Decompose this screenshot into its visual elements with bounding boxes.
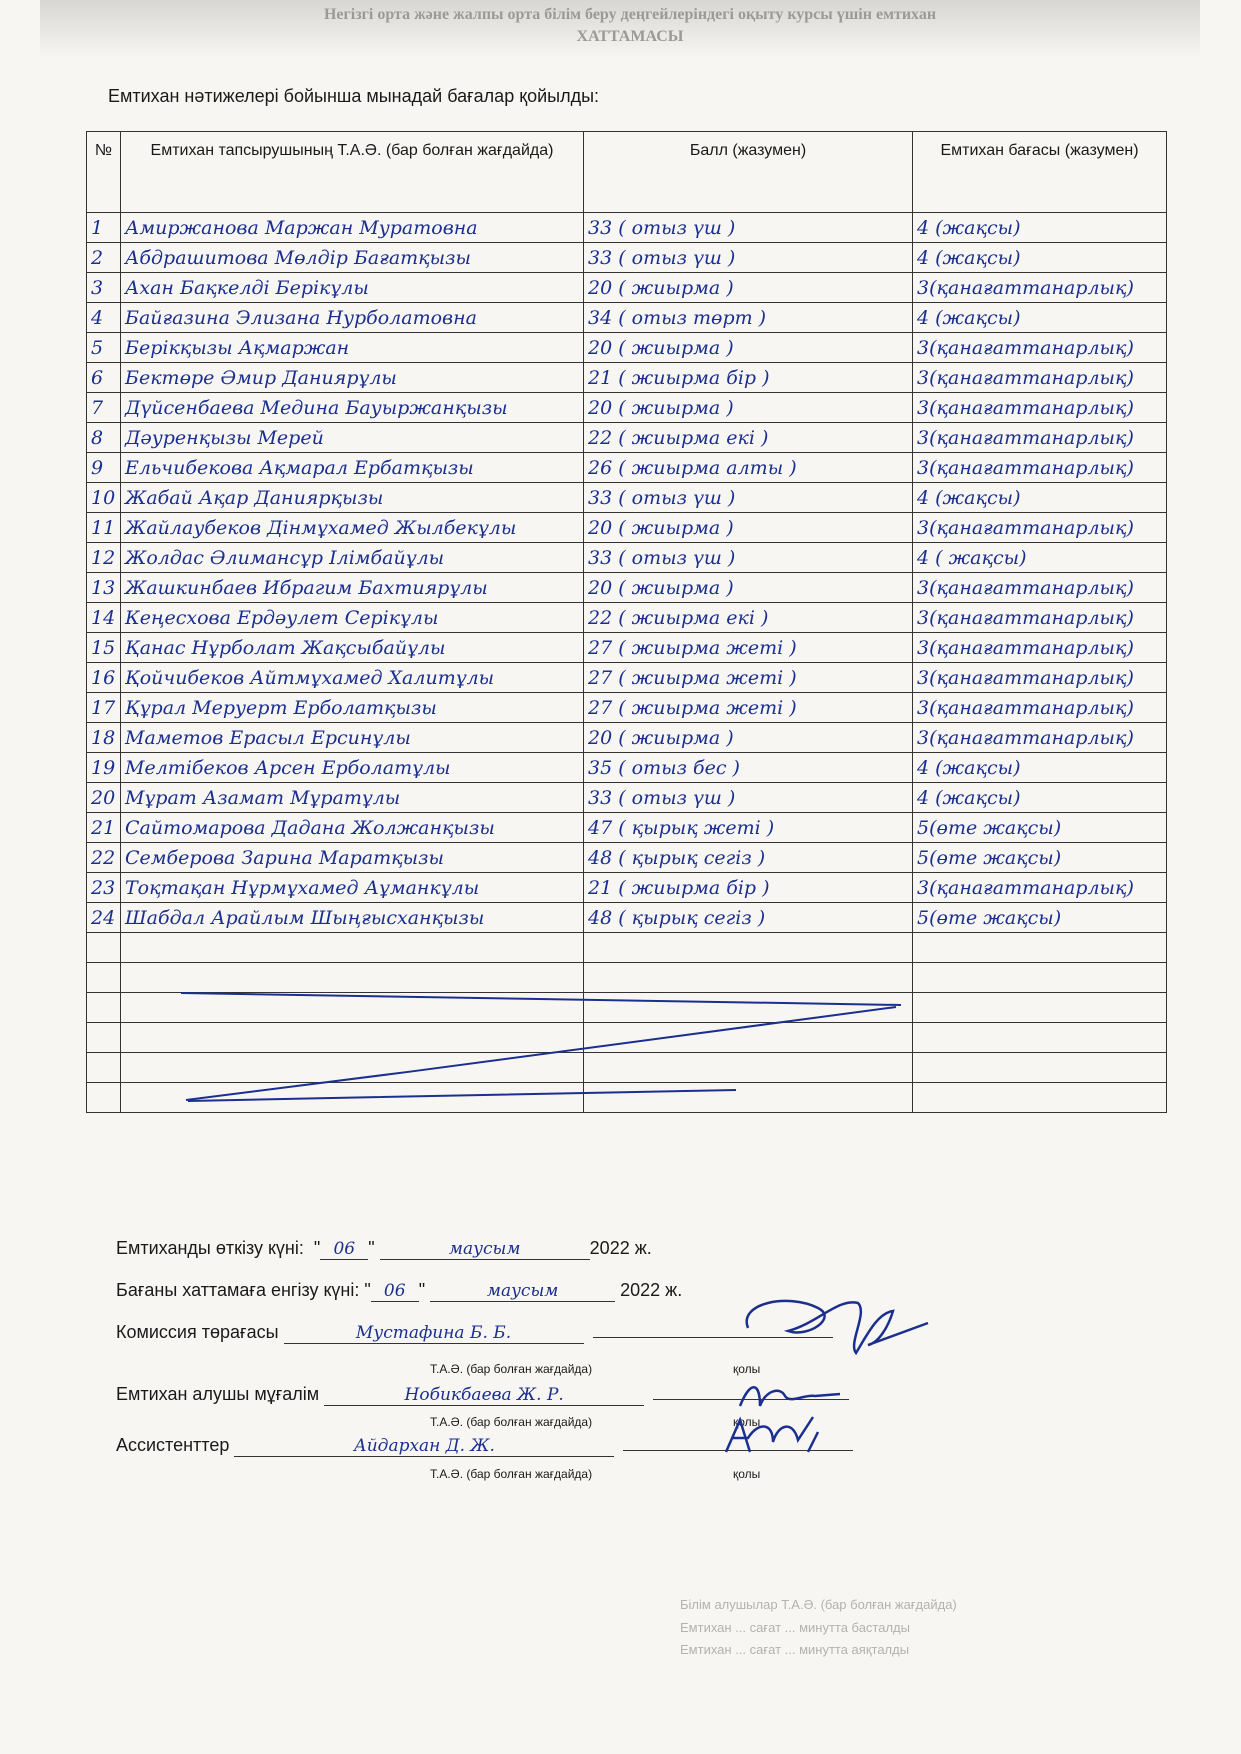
row-number: 19 (87, 753, 121, 783)
exam-year: 2022 ж. (589, 1238, 652, 1258)
student-grade: 4 (жақсы) (913, 303, 1167, 333)
empty-cell (87, 993, 121, 1023)
student-name: Дәуренқызы Мерей (121, 423, 584, 453)
student-name: Мелтібеков Арсен Ерболатұлы (121, 753, 584, 783)
student-score: 27 ( жиырма жеті ) (584, 663, 913, 693)
table-row (87, 333, 1167, 363)
col-header-number: № (87, 132, 121, 213)
student-grade: 3(қанағаттанарлық) (913, 333, 1167, 363)
empty-cell (87, 1083, 121, 1113)
student-grade: 3(қанағаттанарлық) (913, 393, 1167, 423)
entry-date-label: Бағаны хаттамаға енгізу күні: (116, 1280, 360, 1300)
row-number: 2 (87, 243, 121, 273)
chair-line (116, 1322, 833, 1344)
student-name: Жашкинбаев Ибрагим Бахтиярұлы (121, 573, 584, 603)
row-number: 24 (87, 903, 121, 933)
student-score: 27 ( жиырма жеті ) (584, 693, 913, 723)
assistant-signature (718, 1412, 838, 1462)
faded-heading (160, 4, 1100, 48)
student-grade: 3(қанағаттанарлық) (913, 273, 1167, 303)
exam-date-label: Емтиханды өткізу күні: (116, 1238, 304, 1258)
student-name: Құрал Меруерт Ерболатқызы (121, 693, 584, 723)
student-name: Мұрат Азамат Мұратұлы (121, 783, 584, 813)
assistants-name: Айдархан Д. Ж. (234, 1436, 614, 1457)
student-name: Семберова Зарина Маратқызы (121, 843, 584, 873)
student-grade: 5(өте жақсы) (913, 813, 1167, 843)
student-grade: 5(өте жақсы) (913, 843, 1167, 873)
chair-signature (728, 1283, 948, 1363)
assistants-fio-caption: Т.А.Ә. (бар болған жағдайда) (430, 1467, 593, 1481)
row-number: 12 (87, 543, 121, 573)
teacher-label: Емтихан алушы мұғалім (116, 1384, 320, 1404)
table-row (87, 783, 1167, 813)
entry-month: маусым (430, 1281, 615, 1302)
student-score: 27 ( жиырма жеті ) (584, 633, 913, 663)
faded-bottom-line-1: Білім алушылар Т.А.Ә. (бар болған жағдайда) (680, 1597, 957, 1612)
table-row (87, 573, 1167, 603)
chair-label: Комиссия төрағасы (116, 1322, 279, 1342)
student-score: 22 ( жиырма екі ) (584, 603, 913, 633)
table-row (87, 723, 1167, 753)
student-score: 20 ( жиырма ) (584, 513, 913, 543)
student-name: Қанас Нұрболат Жақсыбайұлы (121, 633, 584, 663)
student-score: 33 ( отыз үш ) (584, 483, 913, 513)
empty-cell (913, 993, 1167, 1023)
intro-text: Емтихан нәтижелері бойынша мынадай бағалар қойылды: (108, 86, 600, 106)
faded-heading-line-1: Негізгі орта және жалпы орта білім беру деңгейлеріндегі оқыту курсы үшін емтихан (323, 6, 937, 23)
student-name: Жабай Ақар Даниярқызы (121, 483, 584, 513)
student-score: 21 ( жиырма бір ) (584, 873, 913, 903)
student-name: Тоқтақан Нұрмұхамед Аұманкұлы (121, 873, 584, 903)
student-name: Сайтомарова Дадана Жолжанқызы (121, 813, 584, 843)
student-score: 22 ( жиырма екі ) (584, 423, 913, 453)
student-name: Ельчибекова Ақмарал Ербатқызы (121, 453, 584, 483)
row-number: 21 (87, 813, 121, 843)
student-grade: 3(қанағаттанарлық) (913, 573, 1167, 603)
student-score: 20 ( жиырма ) (584, 573, 913, 603)
table-row (87, 513, 1167, 543)
row-number: 23 (87, 873, 121, 903)
student-score: 34 ( отыз төрт ) (584, 303, 913, 333)
teacher-fio-caption: Т.А.Ә. (бар болған жағдайда) (430, 1415, 593, 1429)
exam-month: маусым (380, 1239, 590, 1260)
student-grade: 4 (жақсы) (913, 783, 1167, 813)
student-score: 20 ( жиырма ) (584, 723, 913, 753)
student-name: Маметов Ерасыл Ерсинұлы (121, 723, 584, 753)
student-name: Байғазина Элизана Нурболатовна (121, 303, 584, 333)
student-grade: 3(қанағаттанарлық) (913, 363, 1167, 393)
empty-cell (87, 1053, 121, 1083)
row-number: 15 (87, 633, 121, 663)
table-row (87, 753, 1167, 783)
faded-heading-line-2: ХАТТАМАСЫ (576, 28, 684, 45)
row-number: 8 (87, 423, 121, 453)
student-score: 47 ( қырық жеті ) (584, 813, 913, 843)
col-header-score: Балл (жазумен) (584, 132, 913, 213)
student-name: Қойчибеков Айтмұхамед Халитұлы (121, 663, 584, 693)
student-grade: 5(өте жақсы) (913, 903, 1167, 933)
assistants-label: Ассистенттер (116, 1435, 230, 1455)
student-score: 20 ( жиырма ) (584, 333, 913, 363)
table-row (87, 483, 1167, 513)
table-row (87, 693, 1167, 723)
teacher-signature (735, 1376, 845, 1416)
empty-cell (121, 933, 584, 963)
table-row (87, 633, 1167, 663)
assistants-sign-caption: қолы (733, 1467, 761, 1481)
exam-date-line: Емтиханды өткізу күні: " 06 " маусым 2022 ж. (116, 1238, 652, 1259)
teacher-sign-caption: қолы (733, 1415, 761, 1429)
row-number: 9 (87, 453, 121, 483)
student-grade: 4 (жақсы) (913, 483, 1167, 513)
table-row (87, 663, 1167, 693)
student-score: 33 ( отыз үш ) (584, 243, 913, 273)
student-name: Ахан Бақкелді Берікұлы (121, 273, 584, 303)
student-name: Жайлаубеков Дінмұхамед Жылбекұлы (121, 513, 584, 543)
student-name: Жолдас Әлимансұр Ілімбайұлы (121, 543, 584, 573)
student-name: Бектөре Әмир Даниярұлы (121, 363, 584, 393)
empty-cell (913, 1053, 1167, 1083)
table-row (87, 303, 1167, 333)
table-row (87, 813, 1167, 843)
student-score: 33 ( отыз үш ) (584, 213, 913, 243)
student-name: Абдрашитова Мөлдір Бағатқызы (121, 243, 584, 273)
row-number: 4 (87, 303, 121, 333)
student-grade: 4 (жақсы) (913, 753, 1167, 783)
table-row (87, 453, 1167, 483)
row-number: 16 (87, 663, 121, 693)
empty-cell (913, 933, 1167, 963)
faded-bottom-line-3: Емтихан ... сағат ... минутта аяқталды (680, 1642, 910, 1657)
table-row (87, 843, 1167, 873)
student-name: Дүйсенбаева Медина Бауыржанқызы (121, 393, 584, 423)
student-grade: 3(қанағаттанарлық) (913, 693, 1167, 723)
student-grade: 4 (жақсы) (913, 213, 1167, 243)
student-score: 20 ( жиырма ) (584, 393, 913, 423)
row-number: 5 (87, 333, 121, 363)
table-row (87, 243, 1167, 273)
row-number: 3 (87, 273, 121, 303)
table-row (87, 603, 1167, 633)
row-number: 10 (87, 483, 121, 513)
exam-day: 06 (320, 1239, 368, 1260)
table-row (87, 543, 1167, 573)
empty-cell (87, 963, 121, 993)
col-header-name: Емтихан тапсырушының Т.А.Ә. (бар болған жағдайда) (121, 132, 584, 213)
strike-through-mark (176, 975, 906, 1105)
entry-date-line: Бағаны хаттамаға енгізу күні: " 06 " маусым 2022 ж. (116, 1280, 683, 1301)
student-name: Кеңесхова Ердәулет Серікұлы (121, 603, 584, 633)
faded-bottom-line-2: Емтихан ... сағат ... минутта басталды (680, 1620, 910, 1635)
table-row (87, 363, 1167, 393)
row-number: 20 (87, 783, 121, 813)
chair-sign-caption: қолы (733, 1362, 761, 1376)
empty-cell (584, 933, 913, 963)
student-score: 20 ( жиырма ) (584, 273, 913, 303)
student-grade: 4 (жақсы) (913, 243, 1167, 273)
table-row (87, 423, 1167, 453)
student-name: Амиржанова Маржан Муратовна (121, 213, 584, 243)
empty-row (87, 933, 1167, 963)
student-grade: 3(қанағаттанарлық) (913, 513, 1167, 543)
empty-cell (913, 1083, 1167, 1113)
student-grade: 3(қанағаттанарлық) (913, 453, 1167, 483)
student-grade: 3(қанағаттанарлық) (913, 723, 1167, 753)
row-number: 6 (87, 363, 121, 393)
row-number: 1 (87, 213, 121, 243)
student-grade: 3(қанағаттанарлық) (913, 633, 1167, 663)
entry-year: 2022 ж. (620, 1280, 683, 1300)
row-number: 17 (87, 693, 121, 723)
student-score: 48 ( қырық сегіз ) (584, 843, 913, 873)
table-row (87, 393, 1167, 423)
student-score: 33 ( отыз үш ) (584, 543, 913, 573)
table-row (87, 903, 1167, 933)
table-row (87, 273, 1167, 303)
row-number: 13 (87, 573, 121, 603)
student-grade: 4 ( жақсы) (913, 543, 1167, 573)
row-number: 11 (87, 513, 121, 543)
student-score: 26 ( жиырма алты ) (584, 453, 913, 483)
row-number: 22 (87, 843, 121, 873)
grades-table (86, 131, 1167, 1113)
table-row (87, 873, 1167, 903)
student-score: 48 ( қырық сегіз ) (584, 903, 913, 933)
col-header-grade: Емтихан бағасы (жазумен) (913, 132, 1167, 213)
student-name: Шабдал Арайлым Шыңғысханқызы (121, 903, 584, 933)
student-score: 33 ( отыз үш ) (584, 783, 913, 813)
empty-cell (87, 1023, 121, 1053)
student-name: Берікқызы Ақмаржан (121, 333, 584, 363)
student-grade: 3(қанағаттанарлық) (913, 603, 1167, 633)
row-number: 14 (87, 603, 121, 633)
teacher-name: Нобикбаева Ж. Р. (324, 1385, 644, 1406)
student-grade: 3(қанағаттанарлық) (913, 873, 1167, 903)
student-grade: 3(қанағаттанарлық) (913, 423, 1167, 453)
student-grade: 3(қанағаттанарлық) (913, 663, 1167, 693)
row-number: 18 (87, 723, 121, 753)
empty-cell (87, 933, 121, 963)
student-score: 35 ( отыз бес ) (584, 753, 913, 783)
chair-fio-caption: Т.А.Ә. (бар болған жағдайда) (430, 1362, 593, 1376)
student-score: 21 ( жиырма бір ) (584, 363, 913, 393)
table-row (87, 213, 1167, 243)
row-number: 7 (87, 393, 121, 423)
empty-cell (913, 963, 1167, 993)
chair-name: Мустафина Б. Б. (284, 1323, 584, 1344)
empty-cell (913, 1023, 1167, 1053)
entry-day: 06 (371, 1281, 419, 1302)
